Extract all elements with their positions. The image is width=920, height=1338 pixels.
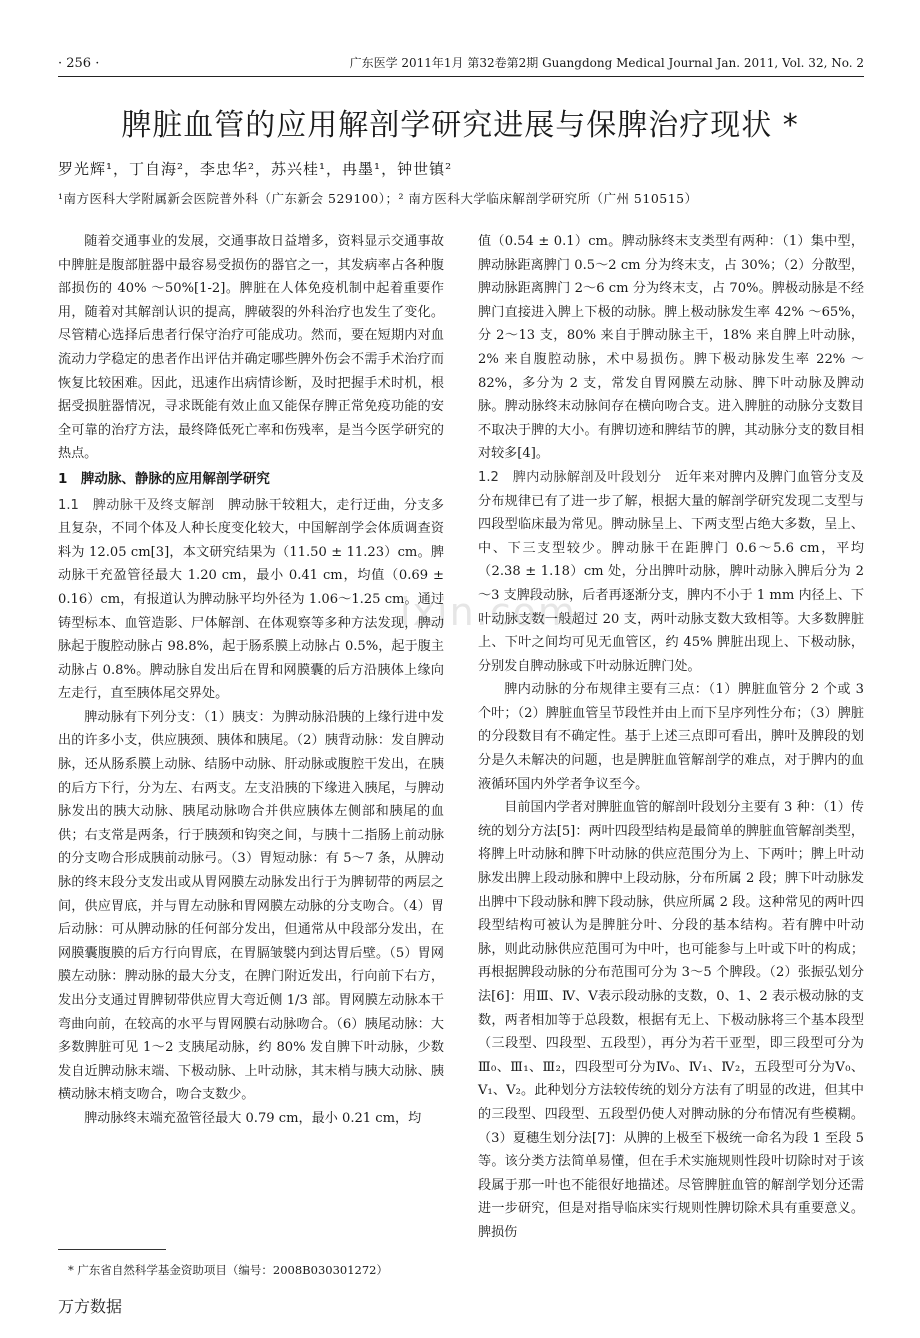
section-heading-1: 1 脾动脉、静脉的应用解剖学研究 <box>58 470 270 487</box>
right-column <box>478 230 864 1245</box>
funding-footnote: * 广东省自然科学基金资助项目（编号：2008B030301272） <box>68 1263 388 1277</box>
paragraph-1-2 <box>478 466 864 678</box>
page-number: · 256 · <box>58 56 100 71</box>
paragraph-classification: 目前国内学者对脾脏血管的解剖叶段划分主要有 3 种：（1）传统的划分方法[5]：两叶四段型结构是最简单的脾脏血管解剖类型，将脾上叶动脉和脾下叶动脉的供应范围分为上、下两叶；脾上叶动脉发出脾上段动脉和脾中上段动脉，分布所属 2 段；脾下叶动脉发出脾中下段动脉和脾下段动脉，供应所属 2 段。这种常见的两叶四段型结构可被认为是脾脏分叶、分段的基本结构。若有脾中叶动脉，则此动脉供应范围可为中叶，也可能参与上叶或下叶的构成；再根据脾段动脉的分布范围可分为 3～5 个脾段。（2）张振弘划分法[6]：用Ⅲ、Ⅳ、Ⅴ表示段动脉的支数，0、1、2 表示极动脉的支数，两者相加等于总段数，根据有无上、下极动脉将三个基本段型（三段型、四段型、五段型），再分为若干亚型，即三段型可分为Ⅲ₀、Ⅲ₁、Ⅲ₂，四段型可分为Ⅳ₀、Ⅳ₁、Ⅳ₂，五段型可分为Ⅴ₀、Ⅴ₁、Ⅴ₂。此种划分方法较传统的划分方法有了明显的改进，但其中的三段型、四段型、五段型仍使人对脾动脉的分布情况有些模糊。（3）夏穗生划分法[7]：从脾的上极至下极统一命名为段 1 至段 5 等。该分类方法简单易懂，但在手术实施规则性段叶切除时对于该段属于那一叶也不能很好地描述。尽管脾脏血管的解剖学划分还需进一步研究，但是对指导临床实行规则性脾切除术具有重要意义。脾损伤 <box>478 800 864 1240</box>
article-title: 脾脏血管的应用解剖学研究进展与保脾治疗现状 * <box>121 108 799 143</box>
subsection-heading-1-2: 1.2 脾内动脉解剖及叶段划分 <box>478 469 662 485</box>
paragraph-continued: 值（0.54 ± 0.1）cm。脾动脉终末支类型有两种：（1）集中型，脾动脉距离脾门 0.5～2 cm 分为终末支，占 30%；（2）分散型，脾动脉距离脾门 2～6 cm 分为终末支，占 70%。脾极动脉是不经脾门直接进入脾上下极的动脉。脾上极动脉发生率 42% ～65%，分 2～13 支，80% 来自于脾动脉主干，18% 来自脾上叶动脉，2% 来自腹腔动脉，术中易损伤。脾下极动脉发生率 22% ～82%，多分为 2 支，常发自胃网膜左动脉、脾下叶动脉及脾动脉。脾动脉终末动脉间存在横向吻合支。进入脾脏的动脉分支数目不取决于脾的大小。有脾切迹和脾结节的脾，其动脉分支的数目相对较多[4]。 <box>478 234 864 462</box>
paragraph-1-2-text: 近年来对脾内及脾门血管分支及分布规律已有了进一步了解，根据大量的解剖学研究发现二支型与四段型临床最为常见。脾动脉呈上、下两支型占绝大多数，呈上、中、下三支型较少。脾动脉干在距脾门 0.6～5.6 cm，平均（2.38 ± 1.18）cm 处，分出脾叶动脉，脾叶动脉入脾后分为 2～3 支脾段动脉，后者再逐渐分支，脾内不小于 1 mm 内径上、下叶动脉支数一般超过 20 支，两叶动脉支数大致相等。大多数脾脏上、下叶之间均可见无血管区，约 45% 脾脏出现上、下极动脉，分别发自脾动脉或下叶动脉近脾门处。 <box>478 469 865 674</box>
paragraph-1-1 <box>58 494 444 706</box>
paragraph-terminal: 脾动脉终末端充盈管径最大 0.79 cm，最小 0.21 cm，均 <box>84 1110 422 1126</box>
subsection-heading-1-1: 1.1 脾动脉干及终支解剖 <box>58 497 215 513</box>
affiliation: ¹南方医科大学附属新会医院普外科（广东新会 529100）；² 南方医科大学临床解剖学研究所（广州 510515） <box>58 191 698 206</box>
author-list: 罗光辉¹，丁自海²，李忠华²，苏兴桂¹，冉墨¹，钟世镇² <box>58 160 453 178</box>
footnote-divider <box>58 1249 166 1250</box>
paragraph-1-1-text: 脾动脉干较粗大，走行迂曲，分支多且复杂，不同个体及人种长度变化较大，中国解剖学会体质调查资料为 12.05 cm[3]，本文研究结果为（11.50 ± 11.23）cm。脾动脉干充盈管径最大 1.20 cm，最小 0.41 cm，均值（0.69 ± 0.16）cm，有报道认为脾动脉平均外径为 1.06～1.25 cm。通过铸型标本、血管造影、尸体解剖、在体观察等多种方法发现，脾动脉起于腹腔动脉占 98.8%，起于肠系膜上动脉占 0.5%，起于腹主动脉占 0.8%。脾动脉自发出后在胃和网膜囊的后方沿胰体上缘向左走行，直至胰体尾交界处。 <box>58 497 445 702</box>
wanfang-watermark: 万方数据 <box>58 1297 123 1316</box>
page-header <box>58 50 864 77</box>
left-column <box>58 230 444 1131</box>
paragraph-distribution: 脾内动脉的分布规律主要有三点：（1）脾脏血管分 2 个或 3 个叶；（2）脾脏血管呈节段性并由上而下呈序列性分布；（3）脾脏的分段数目有不确定性。基于上述三点即可看出，脾叶及脾段的划分是久未解决的问题，也是脾脏血管解剖学的难点，对于脾内的血液循环国内外学者争议至今。 <box>478 682 864 792</box>
background-watermark: ixin.com <box>400 590 577 634</box>
paragraph-intro: 随着交通事业的发展，交通事故日益增多，资料显示交通事故中脾脏是腹部脏器中最容易受损伤的器官之一，其发病率占各种腹部损伤的 40% ～50%[1-2]。脾脏在人体免疫机制中起着重要作用，随着对其解剖认识的提高，脾破裂的外科治疗也发生了变化。尽管精心选择后患者行保守治疗可能成功。然而，要在短期内对血流动力学稳定的患者作出评估并确定哪些脾外伤会不需手术治疗而恢复比较困难。因此，迅速作出病情诊断，及时把握手术时机，根据受损脏器情况，寻求既能有效止血又能保存脾正常免疫功能的安全可靠的治疗方法，最终降低死亡率和伤残率，是当今医学研究的热点。 <box>58 234 444 462</box>
paragraph-branches: 脾动脉有下列分支：（1）胰支：为脾动脉沿胰的上缘行进中发出的许多小支，供应胰颈、胰体和胰尾。（2）胰背动脉：发自脾动脉，还从肠系膜上动脉、结肠中动脉、肝动脉或腹腔干发出，在胰的后方下行，分为左、右两支。左支沿胰的下缘进入胰尾，与脾动脉发出的胰大动脉、胰尾动脉吻合并供应胰体左侧部和胰尾的血供；右支常是两条，行于胰颈和钩突之间，与胰十二指肠上前动脉的分支吻合形成胰前动脉弓。（3）胃短动脉：有 5～7 条，从脾动脉的终末段分支发出或从胃网膜左动脉发出行于为脾韧带的两层之间，供应胃底，并与胃左动脉和胃网膜左动脉的分支吻合。（4）胃后动脉：可从脾动脉的任何部分发出，但通常从中段部分发出，在网膜囊腹膜的后方行向胃底，在胃膈皱襞内到达胃后壁。（5）胃网膜左动脉：脾动脉的最大分支，在脾门附近发出，行向前下右方，发出分支通过胃脾韧带供应胃大弯近侧 1/3 部。胃网膜左动脉本干弯曲向前，在较高的水平与胃网膜右动脉吻合。（6）胰尾动脉：大多数脾脏可见 1～2 支胰尾动脉，约 80% 发自脾下叶动脉，少数发自近脾动脉末端、下极动脉、上叶动脉，其末梢与胰大动脉、胰横动脉末梢支吻合，吻合支数少。 <box>58 709 444 1103</box>
journal-running-head: 广东医学 2011年1月 第32卷第2期 Guangdong Medical Journal Jan. 2011, Vol. 32, No. 2 <box>349 56 864 70</box>
